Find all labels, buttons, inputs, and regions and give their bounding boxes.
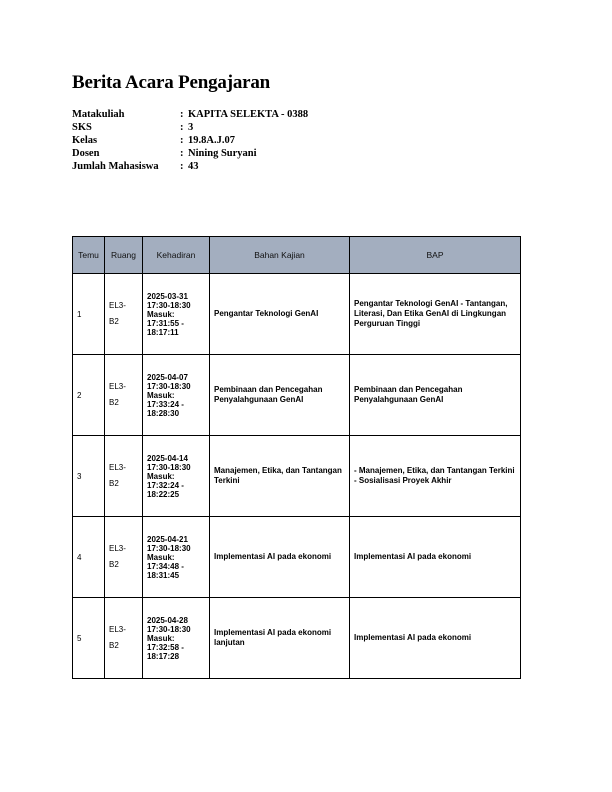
kehadiran-in: 17:34:48 -: [147, 561, 184, 571]
bap-text: Implementasi AI pada ekonomi: [354, 552, 472, 561]
table-header-row: [73, 237, 521, 274]
cell-bahan-kajian: [210, 274, 350, 355]
meta-value: 19.8A.J.07: [188, 135, 235, 146]
cell-bahan-kajian: [210, 355, 350, 436]
ruang-line: B2: [109, 641, 119, 650]
cell-bahan-kajian: [210, 517, 350, 598]
ruang-line: EL3-: [109, 625, 126, 634]
kehadiran-label: Masuk:: [147, 633, 175, 643]
bahan-text: Implementasi AI pada ekonomi: [214, 552, 332, 561]
ruang-line: EL3-: [109, 382, 126, 391]
ruang-line: EL3-: [109, 463, 126, 472]
kehadiran-date: 2025-04-28: [147, 615, 188, 625]
cell-bap: [350, 517, 521, 598]
header-temu: Temu: [73, 237, 105, 274]
cell-ruang: [105, 436, 143, 517]
meta-value: KAPITA SELEKTA - 0388: [188, 109, 309, 120]
bap-text: Implementasi AI pada ekonomi: [354, 633, 472, 642]
kehadiran-schedule: 17:30-18:30: [147, 543, 191, 553]
cell-ruang: [105, 274, 143, 355]
cell-bahan-kajian: [210, 436, 350, 517]
kehadiran-date: 2025-04-07: [147, 372, 188, 382]
table-row: [73, 517, 521, 598]
ruang-line: B2: [109, 317, 119, 326]
meta-label: Jumlah Mahasiswa: [72, 161, 159, 172]
kehadiran-label: Masuk:: [147, 390, 175, 400]
kehadiran-out: 18:17:28: [147, 651, 180, 661]
bahan-text: Pengantar Teknologi GenAI: [214, 309, 319, 318]
kehadiran-in: 17:32:58 -: [147, 642, 184, 652]
teaching-record-table: [72, 236, 521, 679]
kehadiran-label: Masuk:: [147, 552, 175, 562]
ruang-line: B2: [109, 479, 119, 488]
cell-temu: 5: [73, 598, 105, 679]
cell-bahan-kajian: [210, 598, 350, 679]
meta-separator: :: [180, 161, 184, 172]
meta-row-matakuliah: [72, 108, 308, 121]
bahan-text: Implementasi AI pada ekonomi lanjutan: [214, 628, 332, 647]
bap-text: - Manajemen, Etika, dan Tantangan Terkini - Sosialisasi Proyek Akhir: [354, 466, 515, 485]
bahan-text: Pembinaan dan Pencegahan Penyalahgunaan GenAI: [214, 385, 323, 404]
cell-temu: 1: [73, 274, 105, 355]
cell-kehadiran: [143, 355, 210, 436]
table-row: [73, 436, 521, 517]
meta-value: 43: [188, 161, 199, 172]
meta-label: Dosen: [72, 148, 100, 159]
kehadiran-schedule: 17:30-18:30: [147, 624, 191, 634]
header-kehadiran: Kehadiran: [143, 237, 210, 274]
cell-ruang: [105, 517, 143, 598]
table-row: [73, 598, 521, 679]
document-title: Berita Acara Pengajaran: [72, 72, 271, 93]
kehadiran-schedule: 17:30-18:30: [147, 462, 191, 472]
ruang-line: EL3-: [109, 301, 126, 310]
meta-row-dosen: [72, 147, 308, 160]
meta-separator: :: [180, 122, 184, 133]
kehadiran-schedule: 17:30-18:30: [147, 381, 191, 391]
header-ruang: Ruang: [105, 237, 143, 274]
kehadiran-date: 2025-04-14: [147, 453, 188, 463]
meta-label: SKS: [72, 122, 92, 133]
kehadiran-date: 2025-04-21: [147, 534, 188, 544]
kehadiran-date: 2025-03-31: [147, 291, 188, 301]
cell-bap: [350, 598, 521, 679]
cell-temu: 3: [73, 436, 105, 517]
kehadiran-out: 18:31:45: [147, 570, 180, 580]
kehadiran-out: 18:17:11: [147, 327, 179, 337]
ruang-line: B2: [109, 398, 119, 407]
cell-bap: [350, 274, 521, 355]
cell-temu: 2: [73, 355, 105, 436]
cell-bap: [350, 355, 521, 436]
meta-separator: :: [180, 135, 184, 146]
bap-text: Pembinaan dan Pencegahan Penyalahgunaan GenAI: [354, 385, 463, 404]
kehadiran-in: 17:32:24 -: [147, 480, 184, 490]
meta-label: Matakuliah: [72, 109, 125, 120]
kehadiran-in: 17:31:55 -: [147, 318, 184, 328]
cell-kehadiran: [143, 274, 210, 355]
bap-text: Pengantar Teknologi GenAI - Tantangan, Literasi, Dan Etika GenAI di Lingkungan Perguruan Tinggi: [354, 299, 508, 328]
cell-ruang: [105, 598, 143, 679]
meta-separator: :: [180, 148, 184, 159]
cell-ruang: [105, 355, 143, 436]
table-row: [73, 274, 521, 355]
header-bahan-kajian: Bahan Kajian: [210, 237, 350, 274]
kehadiran-schedule: 17:30-18:30: [147, 300, 191, 310]
kehadiran-label: Masuk:: [147, 471, 175, 481]
header-bap: BAP: [350, 237, 521, 274]
meta-row-sks: [72, 121, 308, 134]
kehadiran-in: 17:33:24 -: [147, 399, 184, 409]
kehadiran-label: Masuk:: [147, 309, 175, 319]
cell-kehadiran: [143, 517, 210, 598]
meta-value: Nining Suryani: [188, 148, 257, 159]
meta-row-kelas: [72, 134, 308, 147]
course-info: [72, 108, 308, 173]
cell-kehadiran: [143, 436, 210, 517]
ruang-line: EL3-: [109, 544, 126, 553]
cell-kehadiran: [143, 598, 210, 679]
meta-value: 3: [188, 122, 194, 133]
kehadiran-out: 18:22:25: [147, 489, 180, 499]
meta-separator: :: [180, 109, 184, 120]
cell-temu: 4: [73, 517, 105, 598]
kehadiran-out: 18:28:30: [147, 408, 180, 418]
cell-bap: [350, 436, 521, 517]
meta-label: Kelas: [72, 135, 98, 146]
ruang-line: B2: [109, 560, 119, 569]
table-row: [73, 355, 521, 436]
bahan-text: Manajemen, Etika, dan Tantangan Terkini: [214, 466, 342, 485]
meta-row-jumlah-mahasiswa: [72, 160, 308, 173]
